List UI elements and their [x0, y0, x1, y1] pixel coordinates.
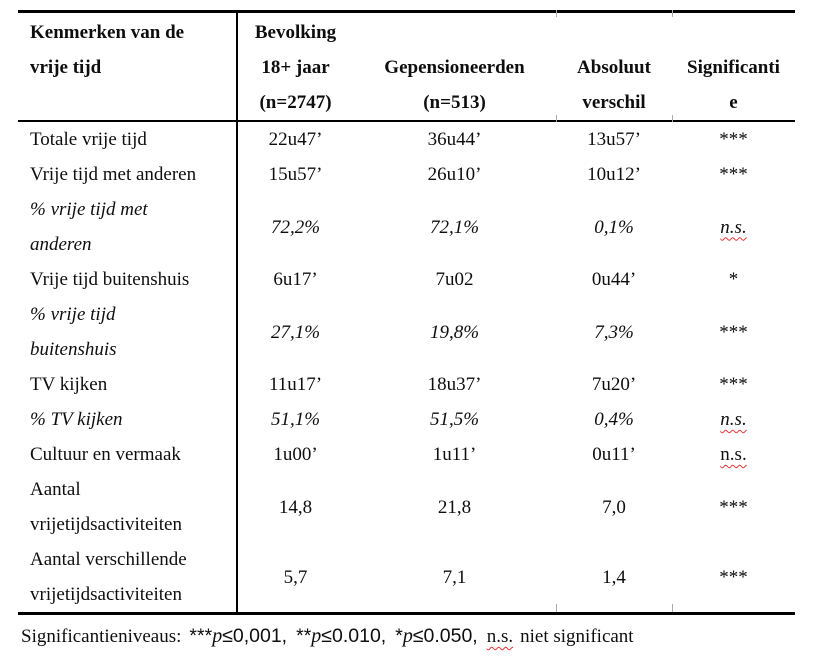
- header-bevolking-line1: Bevolking: [254, 22, 337, 43]
- footnote-level-1: [189, 626, 287, 647]
- footnote-level-2: [296, 626, 386, 647]
- cell-verschil: 0,4%: [594, 409, 634, 430]
- cell-significantie: ***: [719, 374, 748, 395]
- footnote-prefix: Significantieniveaus:: [21, 626, 182, 647]
- header-kenmerken: [18, 12, 237, 122]
- row-label: Aantal verschillende vrijetijdsactiviteiten: [18, 542, 237, 614]
- p-symbol: p: [402, 625, 413, 647]
- cell-verschil: 7u20’: [591, 374, 637, 395]
- header-kenmerken-line2: vrije tijd: [30, 57, 102, 78]
- row-label: Vrije tijd buitenshuis: [18, 262, 237, 297]
- row-label: TV kijken: [18, 367, 237, 402]
- row-label: % TV kijken: [18, 402, 237, 437]
- cell-significantie: [672, 402, 795, 437]
- cell-bevolking: 72,2%: [270, 216, 321, 238]
- column-tick: [556, 10, 557, 17]
- threshold: ≤0,001,: [222, 625, 288, 647]
- row-label: % vrije tijd buitenshuis: [18, 297, 237, 367]
- cell-bevolking: 15u57’: [268, 164, 323, 185]
- cell-gepensioneerden: 72,1%: [429, 216, 480, 238]
- cell-verschil: 10u12’: [587, 164, 641, 185]
- cell-bevolking: 22u47’: [268, 129, 323, 150]
- header-gepensioneerden-line1: Gepensioneerden: [384, 57, 525, 78]
- header-significantie: [672, 12, 795, 122]
- cell-gepensioneerden: 51,5%: [429, 409, 480, 430]
- cell-gepensioneerden: 7,1: [442, 566, 467, 588]
- cell-verschil: 0u11’: [592, 444, 636, 465]
- significance-footnote: [21, 619, 811, 654]
- cell-bevolking: 5,7: [283, 566, 308, 588]
- footnote-suffix: niet significant: [520, 626, 634, 647]
- ns-spellcheck: n.s.: [486, 626, 514, 647]
- table-row-vrije-tijd-buitenshuis: [18, 262, 795, 297]
- cell-gepensioneerden: 26u10’: [427, 164, 482, 185]
- ns-spellcheck: n.s.: [720, 216, 747, 238]
- cell-significantie: [672, 192, 795, 262]
- header-bevolking-line3: (n=2747): [259, 92, 332, 113]
- column-tick: [672, 10, 673, 17]
- header-significantie-line2: e: [729, 92, 738, 113]
- header-bevolking-line2: 18+ jaar: [261, 57, 330, 78]
- row-label: Cultuur en vermaak: [18, 437, 237, 472]
- cell-bevolking: 51,1%: [270, 409, 321, 430]
- cell-verschil: 1,4: [602, 566, 626, 588]
- cell-gepensioneerden: 21,8: [437, 496, 472, 518]
- column-tick: [672, 604, 673, 612]
- header-absoluut-verschil: [556, 12, 672, 122]
- cell-significantie: ***: [719, 129, 748, 150]
- header-row: [18, 12, 795, 122]
- threshold: ≤0.010,: [321, 625, 387, 647]
- leisure-statistics-table: [18, 10, 795, 615]
- header-gepensioneerden-line2: (n=513): [423, 92, 486, 113]
- row-label: Totale vrije tijd: [18, 121, 237, 157]
- row-label: % vrije tijd met anderen: [18, 192, 237, 262]
- header-absoluut-line2: verschil: [582, 92, 646, 113]
- cell-gepensioneerden: 18u37’: [427, 374, 482, 395]
- ns-spellcheck: n.s.: [720, 409, 747, 430]
- cell-gepensioneerden: 36u44’: [427, 129, 482, 150]
- stars: ***: [189, 625, 213, 647]
- table-row-tv-kijken: [18, 367, 795, 402]
- header-bevolking: [237, 12, 353, 122]
- stars: *: [395, 625, 403, 647]
- table-row-cultuur-en-vermaak: [18, 437, 795, 472]
- cell-significantie: ***: [719, 164, 748, 185]
- p-symbol: p: [311, 625, 322, 647]
- cell-significantie: *: [728, 269, 739, 290]
- cell-significantie: ***: [719, 321, 748, 343]
- cell-significantie: [672, 437, 795, 472]
- ns-spellcheck: n.s.: [720, 444, 747, 465]
- header-significantie-line1: Significanti: [687, 57, 780, 78]
- cell-verschil: 0u44’: [591, 269, 637, 290]
- p-symbol: p: [212, 625, 223, 647]
- cell-significantie: ***: [719, 496, 748, 518]
- threshold: ≤0.050,: [412, 625, 478, 647]
- table-row-aantal-vrijetijdsactiviteiten: [18, 472, 795, 542]
- cell-verschil: 7,3%: [594, 321, 634, 343]
- table-row-pct-vrije-tijd-met-anderen: [18, 192, 795, 262]
- cell-bevolking: 14,8: [278, 496, 313, 518]
- row-label: Aantal vrijetijdsactiviteiten: [18, 472, 237, 542]
- cell-bevolking: 27,1%: [270, 321, 321, 343]
- footnote-level-3: [395, 626, 478, 647]
- row-label: Vrije tijd met anderen: [18, 157, 237, 192]
- header-absoluut-line1: Absoluut: [577, 57, 651, 78]
- cell-gepensioneerden: 19,8%: [429, 321, 480, 343]
- stars: **: [296, 625, 312, 647]
- header-gepensioneerden: [353, 12, 556, 122]
- cell-significantie: ***: [719, 566, 748, 588]
- cell-gepensioneerden: 1u11’: [432, 444, 477, 465]
- table-row-vrije-tijd-met-anderen: [18, 157, 795, 192]
- column-tick: [672, 115, 673, 122]
- cell-verschil: 7,0: [602, 496, 626, 518]
- cell-verschil: 0,1%: [594, 216, 634, 238]
- table-row-aantal-verschillende-vrijetijdsactiviteiten: [18, 542, 795, 614]
- cell-bevolking: 11u17’: [268, 374, 323, 395]
- cell-gepensioneerden: 7u02: [435, 269, 474, 290]
- cell-bevolking: 6u17’: [273, 269, 318, 290]
- header-kenmerken-line1: Kenmerken van de: [30, 22, 185, 43]
- cell-bevolking: 1u00’: [273, 444, 318, 465]
- table-row-pct-tv-kijken: [18, 402, 795, 437]
- column-tick: [556, 604, 557, 612]
- column-tick: [556, 115, 557, 122]
- table-row-pct-vrije-tijd-buitenshuis: [18, 297, 795, 367]
- table-row-totale-vrije-tijd: [18, 121, 795, 157]
- cell-verschil: 13u57’: [587, 129, 641, 150]
